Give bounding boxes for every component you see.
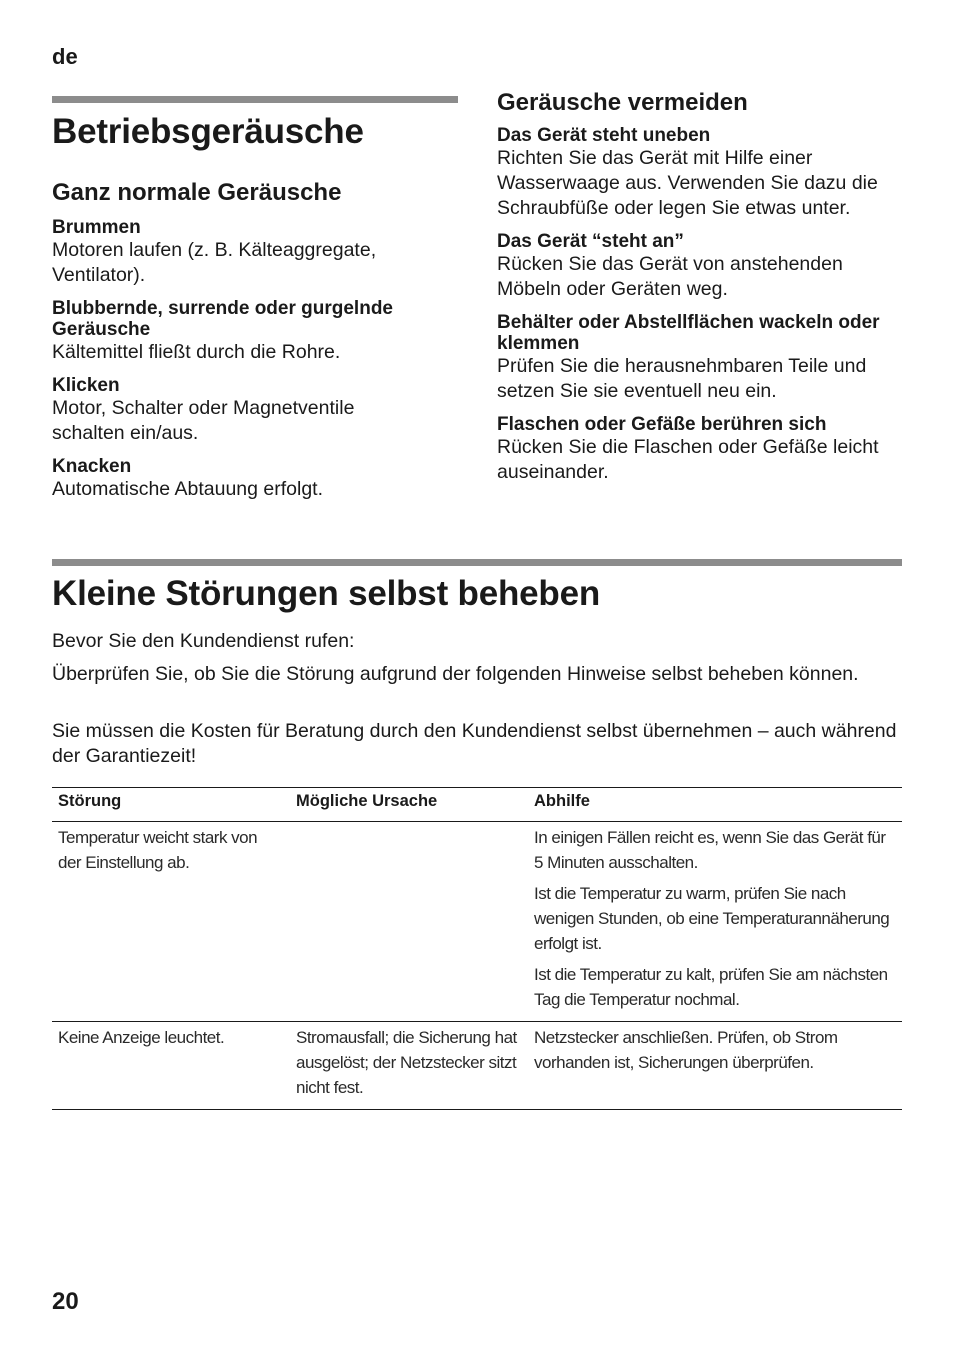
noise-item-text: Rücken Sie das Gerät von anstehenden Möbeln oder Geräten weg. <box>497 253 843 300</box>
noise-item-text: Kältemittel fließt durch die Rohre. <box>52 341 341 363</box>
noise-item <box>497 125 903 221</box>
remedy-text: Ist die Temperatur zu kalt, prüfen Sie am nächsten Tag die Temperatur nochmal. <box>534 965 888 1009</box>
noise-item-title: Das Gerät steht uneben <box>497 125 711 146</box>
noise-item-text: Rücken Sie die Flaschen oder Gefäße leicht auseinander. <box>497 436 879 483</box>
noise-item <box>497 312 903 404</box>
table-row <box>52 1022 902 1110</box>
noise-item <box>52 217 462 288</box>
section-rule <box>52 559 902 566</box>
table-row <box>52 822 902 1022</box>
problem-cell: Keine Anzeige leuchtet. <box>52 1022 290 1110</box>
noise-item-title: Klicken <box>52 375 120 396</box>
noise-item-text: Motoren laufen (z. B. Kälteaggregate, Ventilator). <box>52 239 377 286</box>
language-tag: de <box>52 44 78 69</box>
noise-item-title: Flaschen oder Gefäße berühren sich <box>497 414 827 435</box>
normal-noises-column <box>52 180 462 512</box>
cause-cell <box>290 822 528 1022</box>
noise-item-title: Behälter oder Abstellflächen wackeln oder klemmen <box>497 312 880 354</box>
noise-item <box>497 414 903 485</box>
section-rule <box>52 96 458 103</box>
noise-item-title: Knacken <box>52 456 132 477</box>
noise-item <box>52 375 462 446</box>
noise-item-title: Brummen <box>52 217 141 238</box>
noise-item <box>497 231 903 302</box>
noise-item-text: Automatische Abtauung erfolgt. <box>52 478 324 500</box>
noise-item-text: Prüfen Sie die herausnehmbaren Teile und setzen Sie sie eventuell neu ein. <box>497 355 867 402</box>
page-number: 20 <box>52 1288 79 1315</box>
column-header-cause: Mögliche Ursache <box>290 788 528 822</box>
troubleshooting-table <box>52 788 902 1110</box>
column-header-problem: Störung <box>52 788 290 822</box>
intro-paragraph: Sie müssen die Kosten für Beratung durch den Kundendienst selbst übernehmen – auch während der Garantiezeit! <box>52 720 897 767</box>
remedy-text: Ist die Temperatur zu warm, prüfen Sie nach wenigen Stunden, ob eine Temperaturannäherung erfolgt ist. <box>534 884 890 953</box>
noise-item-text: Motor, Schalter oder Magnetventile schalten ein/aus. <box>52 397 355 444</box>
problem-cell: Temperatur weicht stark von der Einstellung ab. <box>52 822 290 1022</box>
section-title-noise: Betriebsgeräusche <box>52 112 364 151</box>
intro-paragraph: Bevor Sie den Kundendienst rufen: <box>52 630 355 652</box>
remedy-cell <box>528 1022 902 1110</box>
normal-noises-heading: Ganz normale Geräusche <box>52 179 342 206</box>
remedy-text: In einigen Fällen reicht es, wenn Sie das Gerät für 5 Minuten ausschalten. <box>534 828 886 872</box>
remedy-text: Netzstecker anschließen. Prüfen, ob Strom vorhanden ist, Sicherungen überprüfen. <box>534 1028 838 1072</box>
table-header-row <box>52 788 902 822</box>
noise-item-title: Blubbernde, surrende oder gurgelnde Geräusche <box>52 298 393 340</box>
intro-paragraph: Überprüfen Sie, ob Sie die Störung aufgrund der folgenden Hinweise selbst beheben können. <box>52 663 859 685</box>
avoid-noises-heading: Geräusche vermeiden <box>497 89 748 116</box>
section-title-troubleshooting: Kleine Störungen selbst beheben <box>52 574 601 613</box>
avoid-noises-column <box>497 90 903 495</box>
column-header-remedy: Abhilfe <box>528 788 902 822</box>
troubleshooting-table-wrap <box>52 787 902 1110</box>
cause-cell: Stromausfall; die Sicherung hat ausgelöst; der Netzstecker sitzt nicht fest. <box>290 1022 528 1110</box>
noise-item <box>52 456 462 502</box>
noise-item <box>52 298 462 365</box>
noise-item-text: Richten Sie das Gerät mit Hilfe einer Wasserwaage aus. Verwenden Sie dazu die Schraubfüße oder legen Sie etwas unter. <box>497 147 878 219</box>
remedy-cell <box>528 822 902 1022</box>
noise-item-title: Das Gerät “steht an” <box>497 231 684 252</box>
